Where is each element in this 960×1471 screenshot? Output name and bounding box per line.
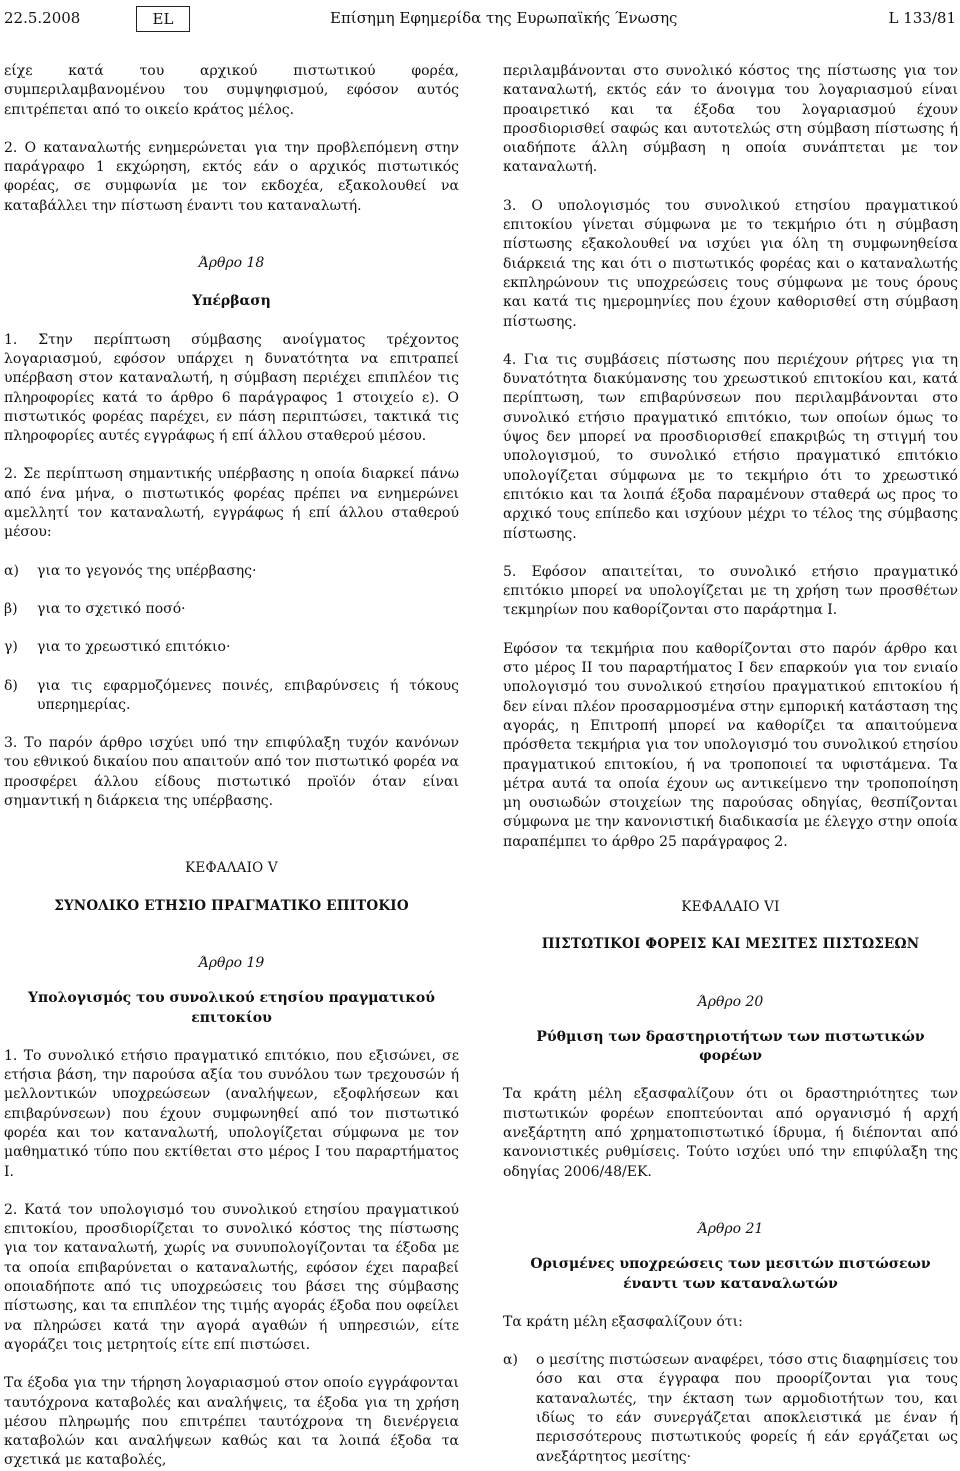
list-item-label: α) <box>4 562 19 579</box>
list-item-text: για το γεγονός της υπέρβασης· <box>37 562 257 579</box>
right-column <box>503 62 958 1467</box>
chapter-5-title: ΚΕΦΑΛΑΙΟ V <box>185 860 278 877</box>
article-19-paragraph-1: 1. Το συνολικό ετήσιο πραγματικό επιτόκιο, που εξισώνει, σε ετήσια βάση, την παρούσα αξία του συνόλου των τρεχουσών ή μελλοντικών υποχρεώσεων (αναλήψεων, εξοφλήσεων και επιβαρύνσεων) που έχουν συμφωνηθεί από τον πιστωτικό φορέα και τον καταναλωτή, υπολογίζεται σύμφωνα με τον μαθηματικό τύπο που εκτίθεται στο μέρος I του παραρτήματος I. <box>4 1047 459 1180</box>
publication-date: 22.5.2008 <box>4 9 81 27</box>
list-item <box>4 600 459 619</box>
paragraph-continuation: περιλαμβάνονται στο συνολικό κόστος της πίστωσης για τον καταναλωτή, εκτός εάν το άνοιγμα του λογαριασμού είναι προαιρετικό και τα έξοδα του λογαριασμού έχουν προσδιορισθεί σαφώς και αυτοτελώς στη σύμβαση πίστωσης ή οιαδήποτε άλλη σύμβαση η οποία συνάπτεται με τον καταναλωτή. <box>503 63 958 176</box>
chapter-6-subtitle: ΠΙΣΤΩΤΙΚΟΙ ΦΟΡΕΙΣ ΚΑΙ ΜΕΣΙΤΕΣ ΠΙΣΤΩΣΕΩΝ <box>541 936 920 953</box>
chapter-5-subtitle: ΣΥΝΟΛΙΚΟ ΕΤΗΣΙΟ ΠΡΑΓΜΑΤΙΚΟ ΕΠΙΤΟΚΙΟ <box>54 897 409 914</box>
paragraph-continuation: είχε κατά του αρχικού πιστωτικού φορέα, συμπεριλαμβανομένου του συμψηφισμού, εφόσον αυτός επιτρέπεται από το οικείο κράτος μέλος. <box>4 63 459 118</box>
list-item <box>4 677 459 716</box>
list-item-text: για το σχετικό ποσό· <box>37 600 186 617</box>
list-item <box>4 562 459 581</box>
article-19-title: Άρθρο 19 <box>198 954 265 971</box>
list-item <box>503 1351 958 1467</box>
list-item-text: για τις εφαρμοζόμενες ποινές, επιβαρύνσεις ή τόκους υπερημερίας. <box>37 677 459 713</box>
chapter-6-title: ΚΕΦΑΛΑΙΟ VI <box>681 898 780 915</box>
article-18-paragraph-3: 3. Το παρόν άρθρο ισχύει υπό την επιφύλαξη τυχόν κανόνων του εθνικού δικαίου που απαιτούν από τον πιστωτικό φορέα να προσφέρει άλλου είδους πιστωτικό προϊόν όταν είναι σημαντική η διάρκεια της υπέρβασης. <box>4 735 459 810</box>
article-18-paragraph-1: 1. Στην περίπτωση σύμβασης ανοίγματος τρέχοντος λογαριασμού, εφόσον υπάρχει η δυνατότητα να επιτραπεί υπέρβαση στον καταναλωτή, η σύμβαση περιέχει επιπλέον τις πληροφορίες κατά το άρθρο 6 παράγραφος 1 στοιχείο ε). Ο πιστωτικός φορέας παρέχει, εν πάση περιπτώσει, τακτικά τις πληροφορίες αυτές εγγράφως ή επί άλλου σταθερού μέσου. <box>4 331 459 445</box>
language-badge: EL <box>136 6 190 32</box>
article-21-subtitle: Ορισμένες υποχρεώσεις των μεσιτών πιστώσεων έναντι των καταναλωτών <box>530 1256 931 1292</box>
list-item-label: δ) <box>4 677 18 694</box>
list-item-label: β) <box>4 600 18 617</box>
article-20-paragraph: Τα κράτη μέλη εξασφαλίζουν ότι οι δραστηριότητες των πιστωτικών φορέων εποπτεύονται από οργανισμό ή αρχή ανεξάρτητη από χρηματοπιστωτικό ίδρυμα, ή διέπονται από κανονιστικές ρυθμίσεις. Τούτο ισχύει υπό την επιφύλαξη της οδηγίας 2006/48/ΕΚ. <box>503 1086 958 1180</box>
article-18-title: Άρθρο 18 <box>198 255 265 272</box>
list-item-text: ο μεσίτης πιστώσεων αναφέρει, τόσο στις διαφημίσεις του όσο και στα έγγραφα που προορίζονται για τους καταναλωτές, την έκταση των αρμοδιοτήτων του, και ιδίως το εάν συνεργάζεται αποκλειστικά με έναν ή περισσότερους πιστωτικούς φορείς ή εάν εργάζεται ως ανεξάρτητος μεσίτης· <box>536 1352 958 1465</box>
article-19-paragraph-3: Τα έξοδα για την τήρηση λογαριασμού στον οποίο εγγράφονται ταυτόχρονα καταβολές και αναλήψεις, τα έξοδα για τη χρήση μέσου πληρωμής που επιτρέπει ταυτόχρονα τη διενέργεια καταβολών και αναλήψεων καθώς και τα λοιπά έξοδα τα σχετικά με καταβολές, <box>4 1375 459 1469</box>
list-item-text: για το χρεωστικό επιτόκιο· <box>37 639 231 656</box>
left-column <box>4 62 459 1471</box>
article-20-title: Άρθρο 20 <box>697 993 764 1010</box>
paragraph-3: 3. Ο υπολογισμός του συνολικού ετησίου πραγματικού επιτοκίου γίνεται σύμφωνα με το τεκμήριο ότι η σύμβαση πίστωσης εξακολουθεί να ισχύει για όλη τη συμφωνηθείσα διάρκειά της και ότι ο πιστωτικός φορέας και ο καταναλωτής εκπληρώνουν τις υποχρεώσεις τους σύμφωνα με τους όρους και κατά τις ημερομηνίες που έχουν καθορισθεί στη σύμβαση πίστωσης. <box>503 197 958 330</box>
article-18-subtitle: Υπέρβαση <box>192 293 271 310</box>
list-item-label: α) <box>503 1352 518 1369</box>
journal-title: Επίσημη Εφημερίδα της Ευρωπαϊκής Ένωσης <box>330 9 678 27</box>
paragraph-6: Εφόσον τα τεκμήρια που καθορίζονται στο παρόν άρθρο και στο μέρος II του παραρτήματος I δεν επαρκούν για τον ενιαίο υπολογισμό του συνολικού ετησίου πραγματικού επιτοκίου ή δεν είναι πλέον προσαρμοσμένα στην εμπορική κατάσταση της αγοράς, η Επιτροπή μπορεί να καθορίζει τα απαιτούμενα πρόσθετα τεκμήρια για τον υπολογισμό του συνολικού ετησίου πραγματικού επιτοκίου, ή να τροποποιεί τα υφιστάμενα. Τα μέτρα αυτά τα οποία έχουν ως αντικείμενο την τροποποίηση μη ουσιωδών στοιχείων της παρούσας οδηγίας, θεσπίζονται σύμφωνα με την κανονιστική διαδικασία με έλεγχο στην οποία παραπέμπει το άρθρο 25 παράγραφος 2. <box>503 640 958 850</box>
list-item-label: γ) <box>4 639 18 656</box>
page-header <box>0 4 960 30</box>
article-20-subtitle: Ρύθμιση των δραστηριοτήτων των πιστωτικών φορέων <box>536 1028 925 1065</box>
list-item <box>4 638 459 657</box>
article-21-intro: Τα κράτη μέλη εξασφαλίζουν ότι: <box>503 1313 743 1330</box>
article-18-paragraph-2: 2. Σε περίπτωση σημαντικής υπέρβασης η οποία διαρκεί πάνω από ένα μήνα, ο πιστωτικός φορέας πρέπει να ενημερώνει αμελλητί τον καταναλωτή, εγγράφως ή επί άλλου σταθερού μέσου: <box>4 466 459 541</box>
article-19-subtitle: Υπολογισμός του συνολικού ετησίου πραγματικού επιτοκίου <box>28 990 435 1026</box>
page-reference: L 133/81 <box>888 9 956 27</box>
paragraph-2: 2. Ο καταναλωτής ενημερώνεται για την προβλεπόμενη στην παράγραφο 1 εκχώρηση, εκτός εάν ο αρχικός πιστωτικός φορέας, σε συμφωνία με τον εκδοχέα, εξακολουθεί να καταβάλλει την πίστωση έναντι του καταναλωτή. <box>4 139 459 214</box>
paragraph-4: 4. Για τις συμβάσεις πίστωσης που περιέχουν ρήτρες για τη δυνατότητα διακύμανσης του χρεωστικού επιτοκίου και, κατά περίπτωση, των επιβαρύνσεων που περιλαμβάνονται στο συνολικό ετήσιο πραγματικό επιτόκιο, των οποίων όμως το ύψος δεν μπορεί να προσδιορισθεί επακριβώς τη στιγμή του υπολογισμού, το συνολικό ετήσιο πραγματικό επιτόκιο υπολογίζεται σύμφωνα με το τεκμήριο ότι το χρεωστικό επιτόκιο και τα λοιπά έξοδα παραμένουν σταθερά ως προς το αρχικό τους επίπεδο και ισχύουν μέχρι το τέλος της σύμβασης πίστωσης. <box>503 351 958 542</box>
article-21-title: Άρθρο 21 <box>697 1220 764 1237</box>
paragraph-5: 5. Εφόσον απαιτείται, το συνολικό ετήσιο πραγματικό επιτόκιο μπορεί να υπολογίζεται με τη χρήση των προσθέτων τεκμηρίων που καθορίζονται στο παράρτημα I. <box>503 563 958 619</box>
article-19-paragraph-2: 2. Κατά τον υπολογισμό του συνολικού ετησίου πραγματικού επιτοκίου, προσδιορίζεται το συνολικό κόστος της πίστωσης για τον καταναλωτή, χωρίς να συνυπολογίζονται τα έξοδα με τα οποία επιβαρύνεται ο καταναλωτής, εφόσον έχει παραβεί οποιαδήποτε από τις υποχρεώσεις του βάσει της σύμβασης πίστωσης, και τα επιπλέον της τιμής αγοράς έξοδα που οφείλει να πληρώσει κατά την αγορά αγαθών ή υπηρεσιών, είτε αγοράζει τοις μετρητοίς είτε επί πιστώσει. <box>4 1201 459 1353</box>
